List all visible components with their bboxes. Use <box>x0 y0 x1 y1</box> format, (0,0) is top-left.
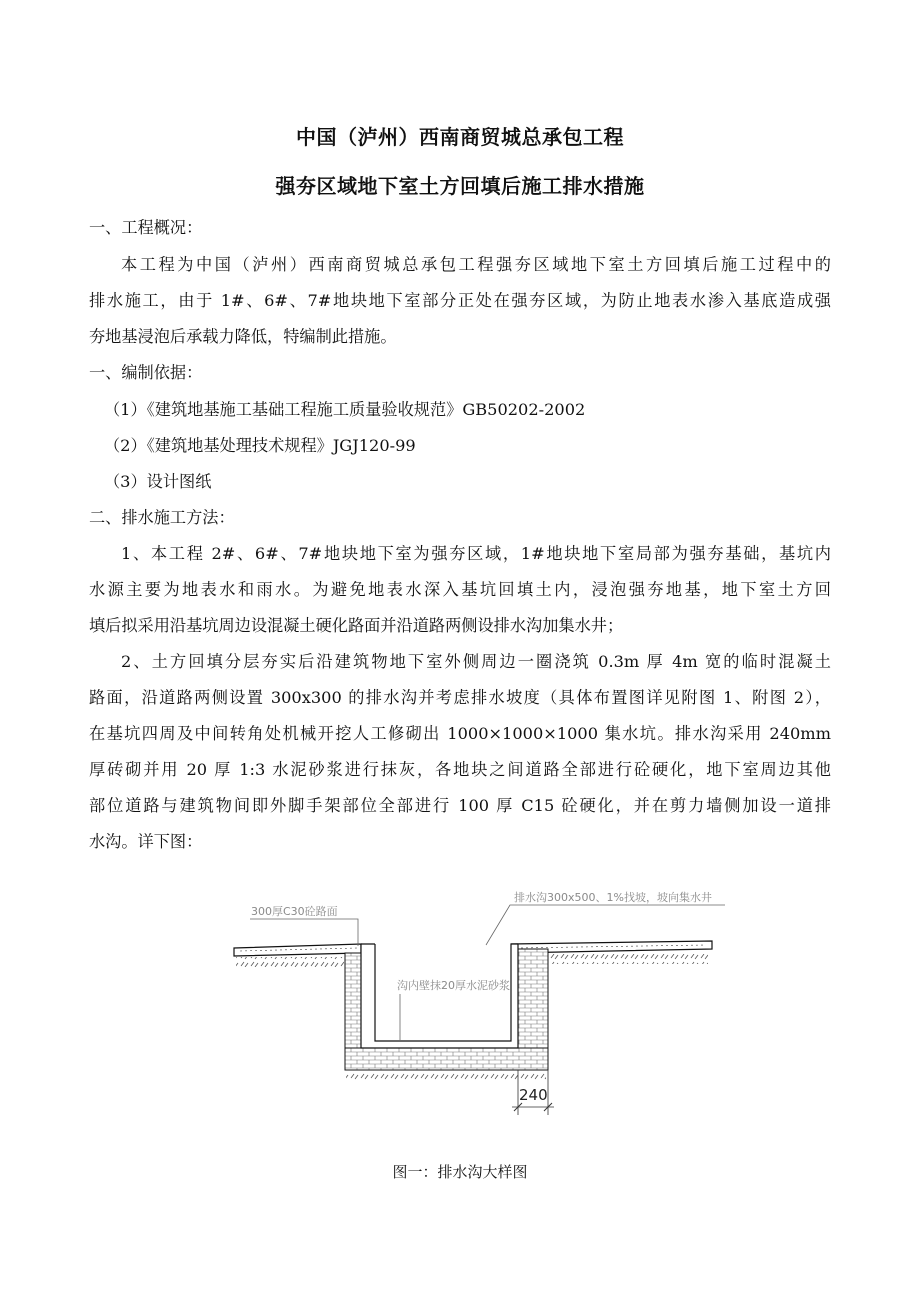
figure-caption: 图一：排水沟大样图 <box>392 1163 528 1181</box>
basis-item-1: （1）《建筑地基施工基础工程施工质量验收规范》GB50202-2002 <box>104 400 586 419</box>
method-1-line-1: 1、本工程 2#、6#、7#地块地下室为强夯区域，1#地块地下室局部为强夯基础，基坑内 <box>121 544 831 563</box>
overview-paragraph-line-1: 本工程为中国（泸州）西南商贸城总承包工程强夯区域地下室土方回填后施工过程中的 <box>121 255 831 274</box>
label-ditch-spec: 排水沟300x500、1%找坡，坡向集水井 <box>514 891 712 904</box>
document-subtitle: 强夯区域地下室土方回填后施工排水措施 <box>275 174 645 198</box>
label-inner-plaster: 沟内壁抹20厚水泥砂浆 <box>397 979 510 992</box>
document-title: 中国（泸州）西南商贸城总承包工程 <box>296 125 624 149</box>
method-2-line-1: 2、土方回填分层夯实后沿建筑物地下室外侧周边一圈浇筑 0.3m 厚 4m 宽的临时混凝土 <box>121 652 831 671</box>
overview-paragraph-line-2: 排水施工，由于 1#、6#、7#地块地下室部分正处在强夯区域，为防止地表水渗入基底造成强 <box>89 291 831 310</box>
soil-hatch-bottom <box>346 1072 546 1080</box>
method-2-line-4: 厚砖砌并用 20 厚 1:3 水泥砂浆进行抹灰，各地块之间道路全部进行砼硬化，地下室周边其他 <box>89 760 831 779</box>
method-2-line-3: 在基坑四周及中间转角处机械开挖人工修砌出 1000×1000×1000 集水坑。排水沟采用 240mm <box>89 724 831 743</box>
basis-item-2: （2）《建筑地基处理技术规程》JGJ120-99 <box>104 436 416 455</box>
soil-hatch-left <box>236 957 344 967</box>
method-2-line-2: 路面，沿道路两侧设置 300x300 的排水沟并考虑排水坡度（具体布置图详见附图 1、附图 2）， <box>89 688 831 707</box>
section-heading-method: 二、排水施工方法： <box>89 508 235 527</box>
basis-item-3: （3）设计图纸 <box>104 472 212 491</box>
section-heading-basis: 一、编制依据： <box>89 363 203 382</box>
overview-paragraph-line-3: 夯地基浸泡后承载力降低，特编制此措施。 <box>89 327 397 346</box>
ditch-base <box>345 1048 548 1070</box>
label-road-slab: 300厚C30砼路面 <box>251 905 338 918</box>
method-1-line-3: 填后拟采用沿基坑周边设混凝土硬化路面并沿道路两侧设排水沟加集水井； <box>89 616 624 635</box>
left-road-slab <box>234 944 361 956</box>
ditch-channel <box>361 944 518 1048</box>
soil-hatch-right <box>548 954 708 964</box>
section-heading-overview: 一、工程概况： <box>89 218 203 237</box>
dimension-label-240: 240 <box>519 1086 548 1104</box>
method-2-line-6: 水沟。详下图： <box>89 832 203 851</box>
method-1-line-2: 水源主要为地表水和雨水。为避免地表水深入基坑回填土内，浸泡强夯地基，地下室土方回 <box>89 580 831 599</box>
method-2-line-5: 部位道路与建筑物间即外脚手架部位全部进行 100 厚 C15 砼硬化，并在剪力墙侧加设一道排 <box>89 796 831 815</box>
